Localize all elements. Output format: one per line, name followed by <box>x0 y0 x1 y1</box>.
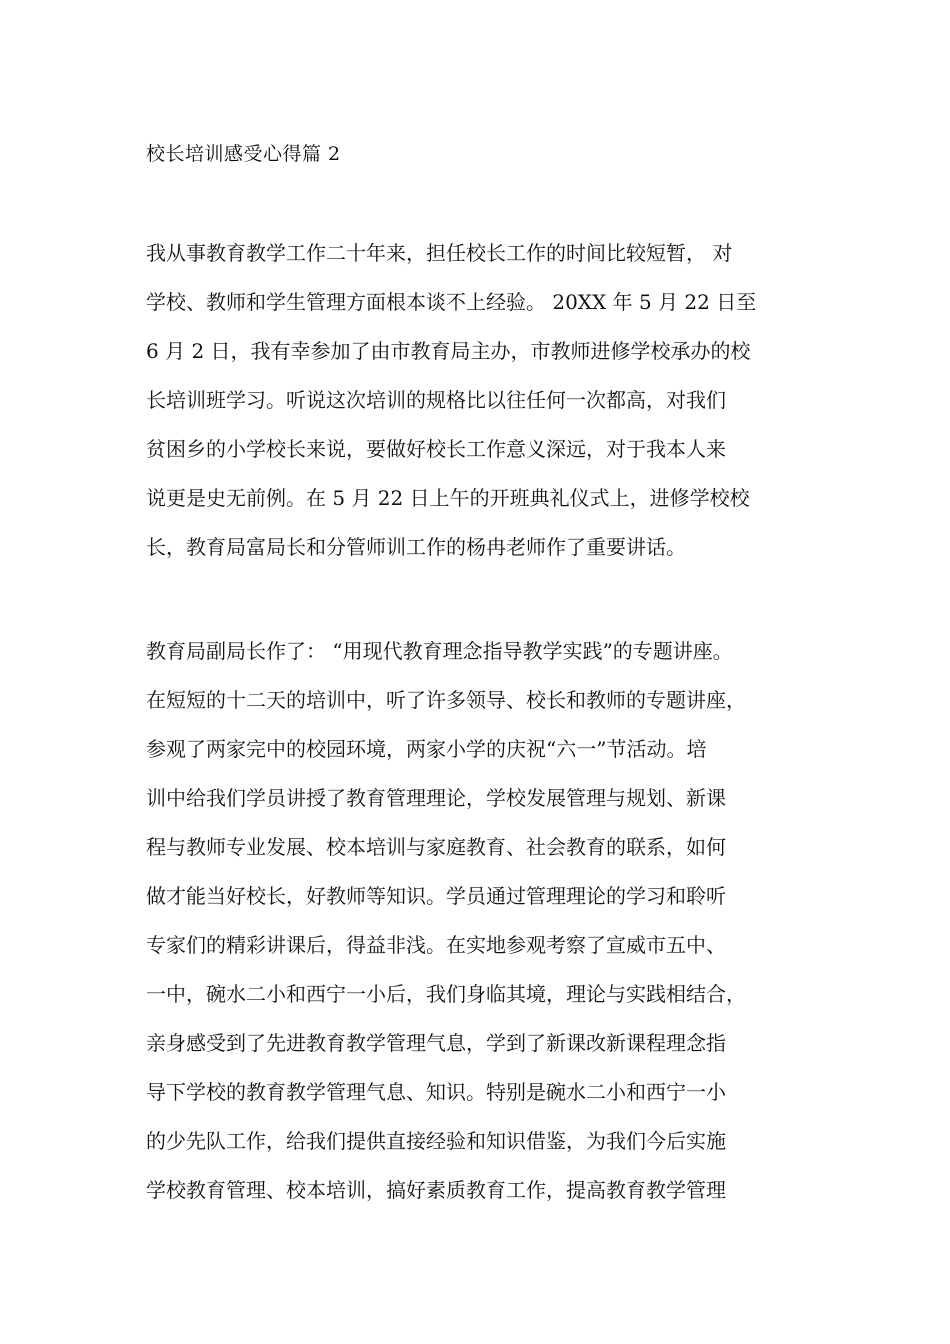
text-line: 长培训班学习。听说这次培训的规格比以往任何一次都高，对我们 <box>146 388 726 412</box>
text-line: 做才能当好校长，好教师等知识。学员通过管理理论的学习和聆听 <box>146 884 726 908</box>
paragraph-1 <box>146 229 816 572</box>
text-line: 学校、教师和学生管理方面根本谈不上经验。 20XX 年 5 月 22 日至 <box>146 290 757 314</box>
text-line: 一中，碗水二小和西宁一小后，我们身临其境，理论与实践相结合， <box>146 982 746 1006</box>
text-line: 我从事教育教学工作二十年来，担任校长工作的时间比较短暂， 对 <box>146 241 733 265</box>
text-line: 6 月 2 日，我有幸参加了由市教育局主办，市教师进修学校承办的校 <box>146 339 751 363</box>
text-line: 贫困乡的小学校长来说，要做好校长工作意义深远，对于我本人来 <box>146 437 726 461</box>
text-line: 程与教师专业发展、校本培训与家庭教育、社会教育的联系，如何 <box>146 835 726 859</box>
text-line: 的少先队工作，给我们提供直接经验和知识借鉴，为我们今后实施 <box>146 1129 726 1153</box>
text-line: 教育局副局长作了： “用现代教育理念指导教学实践”的专题讲座。 <box>146 639 733 663</box>
text-line: 专家们的精彩讲课后，得益非浅。在实地参观考察了宣威市五中、 <box>146 933 726 957</box>
text-line: 导下学校的教育教学管理气息、知识。特别是碗水二小和西宁一小 <box>146 1080 726 1104</box>
text-line: 亲身感受到了先进教育教学管理气息，学到了新课改新课程理念指 <box>146 1031 726 1055</box>
text-line: 参观了两家完中的校园环境，两家小学的庆祝“六一”节活动。培 <box>146 737 707 761</box>
text-line: 说更是史无前例。在 5 月 22 日上午的开班典礼仪式上，进修学校校 <box>146 486 750 510</box>
paragraph-2 <box>146 627 816 1215</box>
document-title: 校长培训感受心得篇 2 <box>146 143 341 165</box>
text-line: 长，教育局富局长和分管师训工作的杨冉老师作了重要讲话。 <box>146 535 686 559</box>
text-line: 训中给我们学员讲授了教育管理理论，学校发展管理与规划、新课 <box>146 786 726 810</box>
text-line: 学校教育管理、校本培训，搞好素质教育工作，提高教育教学管理 <box>146 1178 726 1202</box>
text-line: 在短短的十二天的培训中，听了许多领导、校长和教师的专题讲座， <box>146 688 746 712</box>
